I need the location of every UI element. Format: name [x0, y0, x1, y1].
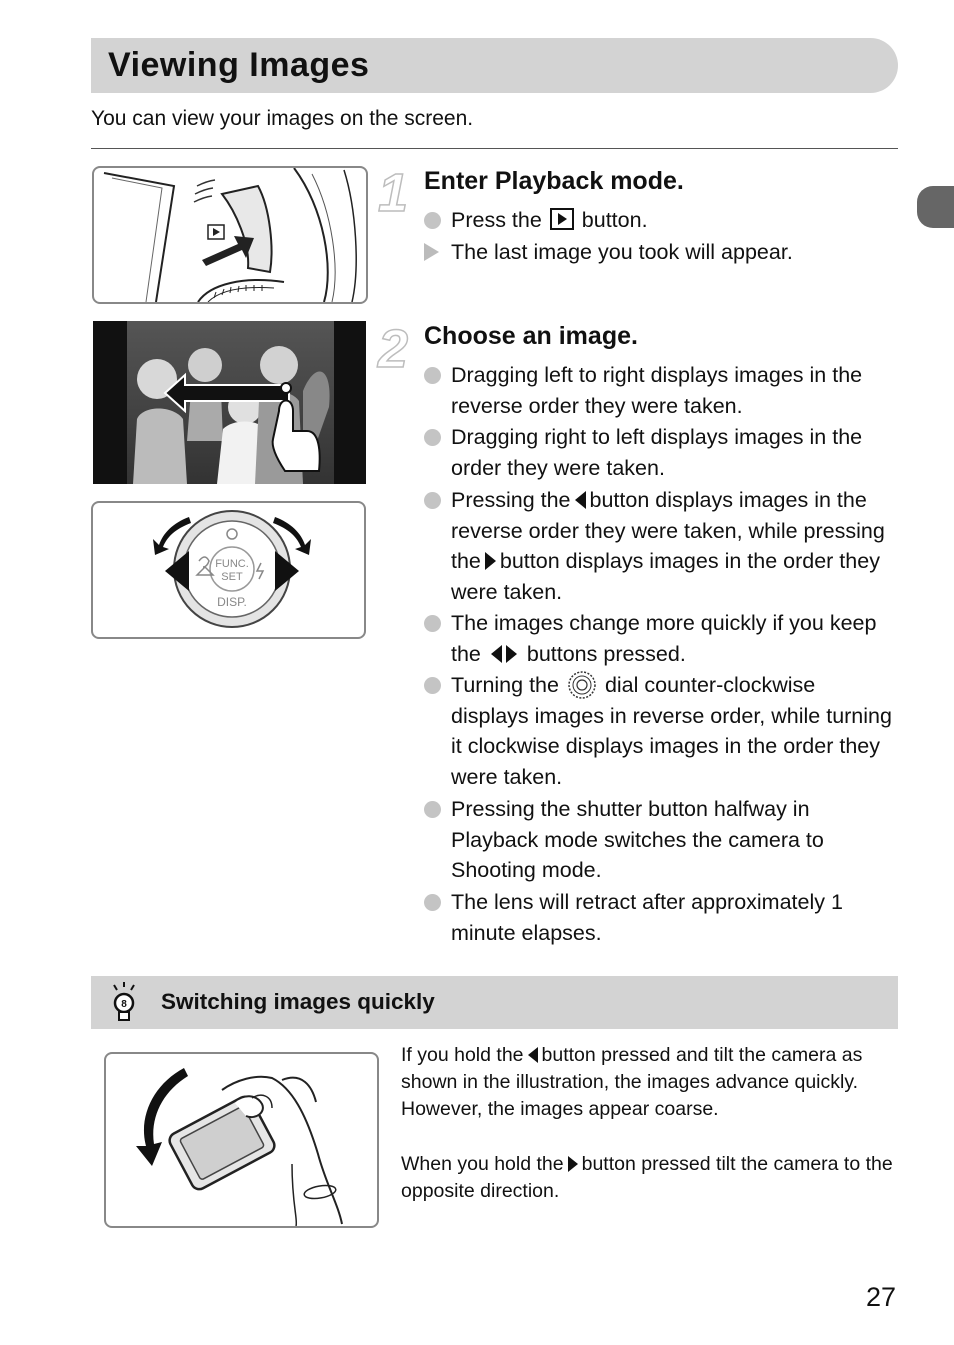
control-dial-icon [567, 670, 597, 700]
page-number: 27 [866, 1282, 897, 1312]
left-button-icon [528, 1047, 538, 1063]
dial-set-label: SET [221, 571, 243, 583]
tilt-camera-illustration [104, 1052, 379, 1228]
dial-disp-label: DISP. [217, 595, 247, 609]
step-1-title: Enter Playback mode. [424, 167, 684, 195]
chapter-tab [917, 186, 954, 228]
right-button-icon [568, 1156, 578, 1172]
right-button-icon [485, 552, 496, 570]
play-button-icon [550, 208, 574, 230]
list-item: The lens will retract after approximately 1 minute elapses. [424, 887, 898, 948]
step-number-2: 2 [378, 319, 409, 379]
list-item: Pressing the button displays images in the reverse order they were taken, while pressing the button displays images in the order they were taken. [424, 485, 898, 607]
step-number-1: 1 [378, 163, 409, 223]
tip-paragraph-1: If you hold the button pressed and tilt the camera as shown in the illustration, the images advance quickly. However, the images appear coarse. [401, 1044, 863, 1120]
dial-func-label: FUNC. [215, 558, 249, 570]
step-2-title: Choose an image. [424, 322, 638, 350]
control-dial-illustration [91, 501, 366, 639]
list-item: Press the button. [424, 205, 898, 236]
page-title: Viewing Images [108, 46, 370, 84]
intro-text: You can view your images on the screen. [91, 107, 474, 130]
swipe-photo-illustration [93, 321, 366, 484]
svg-text:8: 8 [121, 999, 127, 1010]
list-item: The images change more quickly if you keep the buttons pressed. [424, 608, 898, 669]
list-item: Turning the dial counter-clockwise displays images in reverse order, while turning it clockwise displays images in the order they were taken. [424, 670, 898, 792]
list-item: The last image you took will appear. [424, 237, 898, 268]
divider [91, 148, 898, 149]
title-bar [91, 38, 898, 93]
hint-icon [109, 981, 139, 1025]
tip-title: Switching images quickly [161, 989, 435, 1014]
left-button-icon [575, 491, 586, 509]
playback-button-illustration [92, 166, 368, 304]
tip-paragraph-2: When you hold the button pressed tilt the camera to the opposite direction. [401, 1153, 893, 1202]
list-item: Pressing the shutter button halfway in Playback mode switches the camera to Shooting mode. [424, 794, 898, 886]
left-button-icon [491, 645, 502, 663]
list-item: Dragging left to right displays images in the reverse order they were taken. [424, 360, 898, 421]
right-button-icon [506, 645, 517, 663]
tip-header [91, 976, 898, 1029]
list-item: Dragging right to left displays images in the order they were taken. [424, 422, 898, 483]
